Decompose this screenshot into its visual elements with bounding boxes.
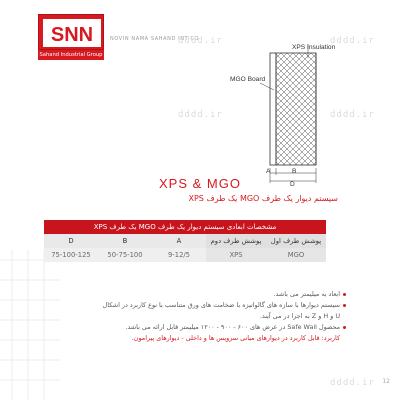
bullet-icon	[343, 293, 346, 296]
watermark: dddd.ir	[330, 378, 375, 388]
note-text: U و H و Z به اجرا در می آیند.	[259, 312, 340, 320]
page-number: 12	[382, 378, 390, 385]
column-header: D	[44, 234, 98, 248]
bullet-icon	[343, 304, 346, 307]
table-column-headers	[44, 234, 326, 248]
dimension-table	[44, 220, 326, 262]
dimension-a-label: A	[266, 168, 271, 175]
table-cell: 75-100-125	[44, 248, 98, 262]
table-cell: MGO	[266, 248, 326, 262]
dimension-d-label: D	[290, 181, 295, 188]
watermark: dddd.ir	[178, 110, 223, 120]
note-text: ابعاد به میلیمتر می باشد.	[273, 290, 340, 298]
table-cell: XPS	[206, 248, 266, 262]
logo-mark: SNN	[50, 24, 94, 46]
watermark: dddd.ir	[178, 36, 223, 46]
list-item	[46, 300, 346, 311]
logo-subtext: Sahand Industrial Group	[39, 52, 103, 58]
list-item	[46, 289, 346, 300]
bullet-icon	[343, 326, 346, 329]
note-text: کاربرد: قابل کاربرد در دیوارهای میانی سرویس ها و داخلی - دیوارهای پیرامون.	[131, 334, 340, 342]
company-name: NOVIN NAMA SAHAND INT CO	[110, 36, 200, 42]
watermark: dddd.ir	[330, 36, 375, 46]
table-header: مشخصات ابعادی سیستم دیوار یک طرف MGO یک طرف XPS	[44, 220, 326, 234]
table-row	[44, 248, 326, 262]
table-cell: 50-75-100	[98, 248, 152, 262]
column-header: پوشش طرف دوم	[206, 234, 266, 248]
note-text: سیستم دیوارها با سازه های گالوانیزه با ضخامت های ورق متناسب با نوع کاربرد در اشکال	[102, 301, 340, 309]
mgo-board-label: MGO Board	[230, 76, 266, 83]
xps-insulation-label: XPS Insulation	[292, 44, 336, 51]
wall-section-diagram	[230, 38, 370, 193]
watermark: dddd.ir	[330, 110, 375, 120]
list-item	[46, 333, 346, 344]
section-subtitle: سیستم دیوار یک طرف MGO یک طرف XPS	[188, 194, 338, 203]
snn-logo-icon	[39, 15, 105, 51]
column-header: پوشش طرف اول	[266, 234, 326, 248]
list-item	[46, 311, 346, 322]
note-text: محصول Safe Wall در عرض های ۶۰۰ - ۹۰۰ - ۱۲۰۰ میلیمتر قابل ارائه می باشد.	[125, 323, 340, 331]
wall-section-drawing	[230, 38, 370, 193]
section-title: XPS & MGO	[159, 176, 241, 191]
table-cell: 9-12/5	[152, 248, 206, 262]
dimension-b-label: B	[292, 168, 297, 175]
notes-list	[46, 289, 346, 344]
list-item	[46, 322, 346, 333]
column-header: A	[152, 234, 206, 248]
column-header: B	[98, 234, 152, 248]
company-logo	[38, 14, 104, 50]
